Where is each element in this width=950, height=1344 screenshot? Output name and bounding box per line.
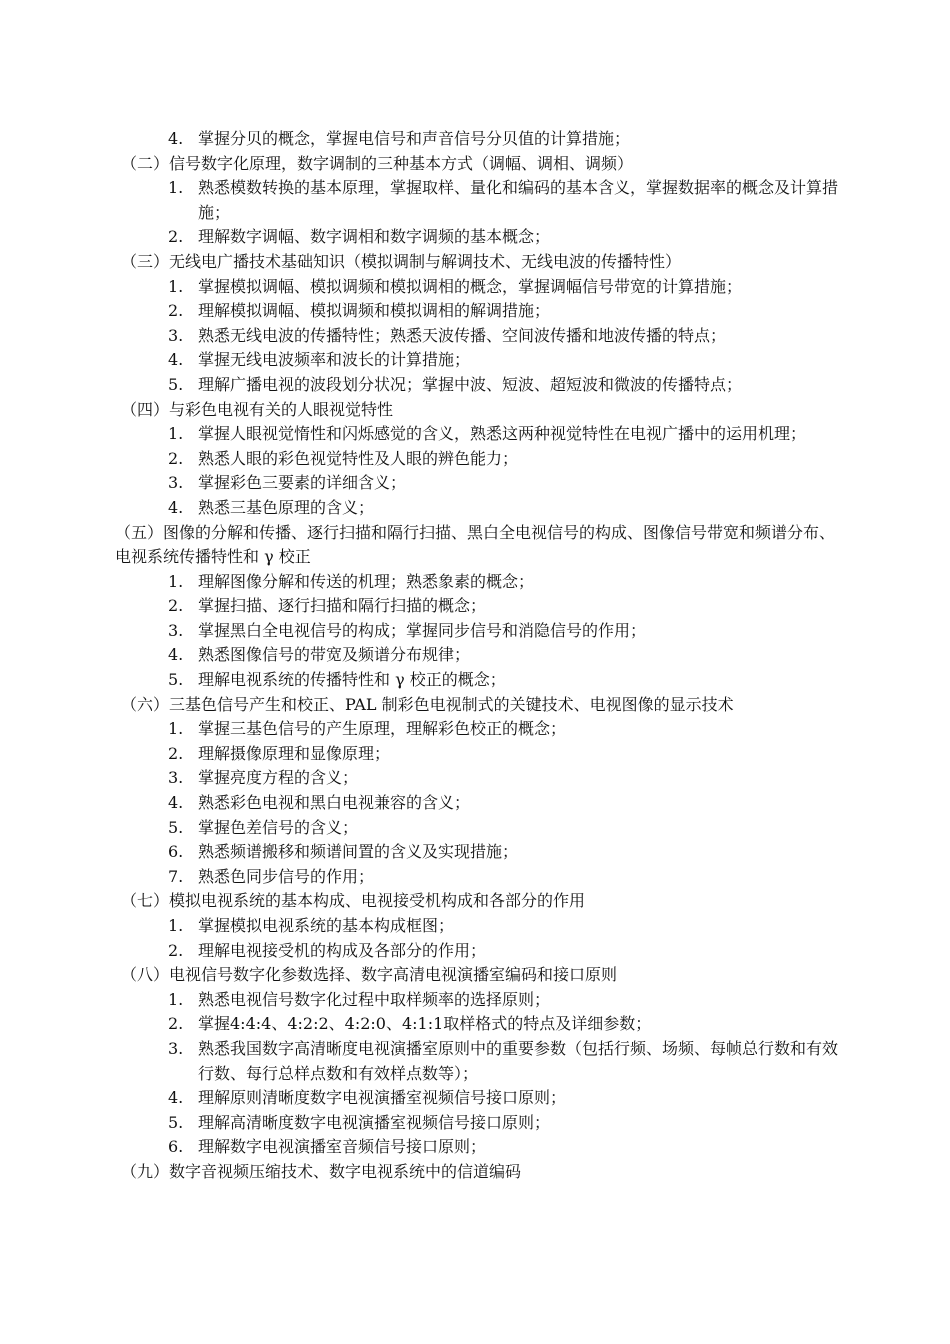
list-item [115,373,840,398]
item-number: 1. [168,719,184,739]
item-text: 掌握分贝的概念，掌握电信号和声音信号分贝值的计算措施； [198,129,631,148]
item-number: 3. [168,325,184,345]
list-item [115,766,840,791]
list-item [115,496,840,521]
item-number: 5. [168,670,184,690]
list-item [115,1135,840,1160]
item-text: 理解数字调幅、数字调相和数字调频的基本概念； [198,227,551,247]
list-item [115,471,840,496]
section-heading: （二）信号数字化原理，数字调制的三种基本方式（调幅、调相、调频） [121,153,634,173]
list-item [115,816,840,841]
item-text: 掌握色差信号的含义； [198,817,359,837]
item-text: 熟悉模数转换的基本原理，掌握取样、量化和编码的基本含义，掌握数据率的概念及计算措施； [198,178,839,222]
item-text: 理解图像分解和传送的机理；熟悉象素的概念； [198,571,535,591]
list-item [115,865,840,890]
item-text: 理解高清晰度数字电视演播室视频信号接口原则； [198,1112,551,1132]
item-text: 掌握人眼视觉惰性和闪烁感觉的含义，熟悉这两种视觉特性在电视广播中的运用机理； [198,424,807,444]
item-text: 掌握模拟电视系统的基本构成框图； [198,916,455,935]
item-text: 熟悉彩色电视和黑白电视兼容的含义； [198,793,471,813]
item-number: 4. [168,793,184,813]
list-item [115,988,840,1013]
list-item [115,742,840,767]
section-heading: （五）图像的分解和传播、逐行扫描和隔行扫描、黑白全电视信号的构成、图像信号带宽和频谱分布、电视系统传播特性和 γ 校正 [115,522,836,567]
list-item [115,1037,840,1086]
item-text: 掌握模拟调幅、模拟调频和模拟调相的概念，掌握调幅信号带宽的计算措施； [198,276,743,296]
list-item [115,1012,840,1037]
list-item [115,447,840,472]
item-number: 2. [168,743,184,763]
list-item [115,619,840,644]
item-text: 掌握黑白全电视信号的构成；掌握同步信号和消隐信号的作用； [198,620,647,640]
item-number: 2. [168,596,184,616]
item-text: 理解模拟调幅、模拟调频和模拟调相的解调措施； [198,301,551,321]
item-text: 熟悉色同步信号的作用； [198,866,375,886]
item-text: 掌握彩色三要素的详细含义； [198,473,407,493]
list-item [115,299,840,324]
list-item [115,717,840,742]
item-text: 理解电视接受机的构成及各部分的作用； [198,940,487,960]
section-heading: （八）电视信号数字化参数选择、数字高清电视演播室编码和接口原则 [121,965,618,985]
item-text: 熟悉电视信号数字化过程中取样频率的选择原则； [198,989,551,1009]
item-text: 理解数字电视演播室音频信号接口原则； [198,1137,487,1157]
list-item [115,791,840,816]
item-text: 熟悉图像信号的带宽及频谱分布规律； [198,645,471,665]
item-number: 2. [168,227,184,247]
list-item [115,570,840,595]
list-item [115,422,840,447]
item-number: 2. [168,940,184,960]
item-text: 理解原则清晰度数字电视演播室视频信号接口原则； [198,1088,567,1108]
item-number: 2. [168,1014,184,1034]
list-item [115,176,840,225]
item-number: 7. [168,866,184,886]
list-item [115,127,840,152]
document-body [115,127,840,1185]
list-item [115,324,840,349]
item-text: 掌握4:4:4、4:2:2、4:2:0、4:1:1取样格式的特点及详细参数； [198,1014,652,1034]
section-heading: （六）三基色信号产生和校正、PAL 制彩色电视制式的关键技术、电视图像的显示技术 [121,694,734,714]
item-number: 5. [168,817,184,837]
item-number: 1. [168,916,184,935]
list-item [115,594,840,619]
item-number: 6. [168,842,184,862]
list-item [115,668,840,693]
item-number: 6. [168,1137,184,1157]
item-text: 掌握扫描、逐行扫描和隔行扫描的概念； [198,596,487,616]
item-text: 熟悉人眼的彩色视觉特性及人眼的辨色能力； [198,448,519,468]
item-number: 2. [168,448,184,468]
item-number: 4. [168,645,184,665]
item-text: 熟悉无线电波的传播特性；熟悉天波传播、空间波传播和地波传播的特点； [198,325,727,345]
item-number: 3. [168,620,184,640]
list-item [115,914,840,939]
list-item [115,225,840,250]
list-item [115,840,840,865]
item-text: 掌握三基色信号的产生原理，理解彩色校正的概念； [198,719,567,739]
list-item [115,643,840,668]
section-heading: （九）数字音视频压缩技术、数字电视系统中的信道编码 [121,1161,522,1181]
item-number: 1. [168,571,184,591]
list-item [115,1111,840,1136]
item-number: 4. [168,1088,184,1108]
item-number: 1. [168,178,184,198]
item-text: 熟悉频谱搬移和频谱间置的含义及实现措施； [198,842,519,862]
item-number: 3. [168,768,184,788]
item-number: 1. [168,276,184,296]
item-number: 4. [168,350,184,370]
item-number: 1. [168,424,184,444]
item-number: 1. [168,989,184,1009]
item-text: 掌握亮度方程的含义； [198,768,359,788]
list-item [115,1086,840,1111]
item-number: 5. [168,374,184,394]
item-text: 理解摄像原理和显像原理； [198,743,391,763]
item-text: 熟悉我国数字高清晰度电视演播室原则中的重要参数（包括行频、场频、每帧总行数和有效行数、每行总样点数和有效样点数等）； [198,1038,839,1083]
item-number: 3. [168,473,184,493]
item-number: 2. [168,301,184,321]
list-item [115,275,840,300]
item-number: 4. [168,497,184,517]
list-item [115,348,840,373]
list-item [115,939,840,964]
item-text: 理解广播电视的波段划分状况；掌握中波、短波、超短波和微波的传播特点； [198,374,743,394]
item-number: 4. [168,129,184,148]
section-heading: （三）无线电广播技术基础知识（模拟调制与解调技术、无线电波的传播特性） [121,251,682,271]
section-heading: （七）模拟电视系统的基本构成、电视接受机构成和各部分的作用 [121,891,586,911]
section-heading: （四）与彩色电视有关的人眼视觉特性 [121,399,394,419]
item-text: 理解电视系统的传播特性和 γ 校正的概念； [198,670,506,690]
item-text: 掌握无线电波频率和波长的计算措施； [198,350,471,370]
item-text: 熟悉三基色原理的含义； [198,497,375,517]
item-number: 5. [168,1112,184,1132]
item-number: 3. [168,1038,184,1058]
